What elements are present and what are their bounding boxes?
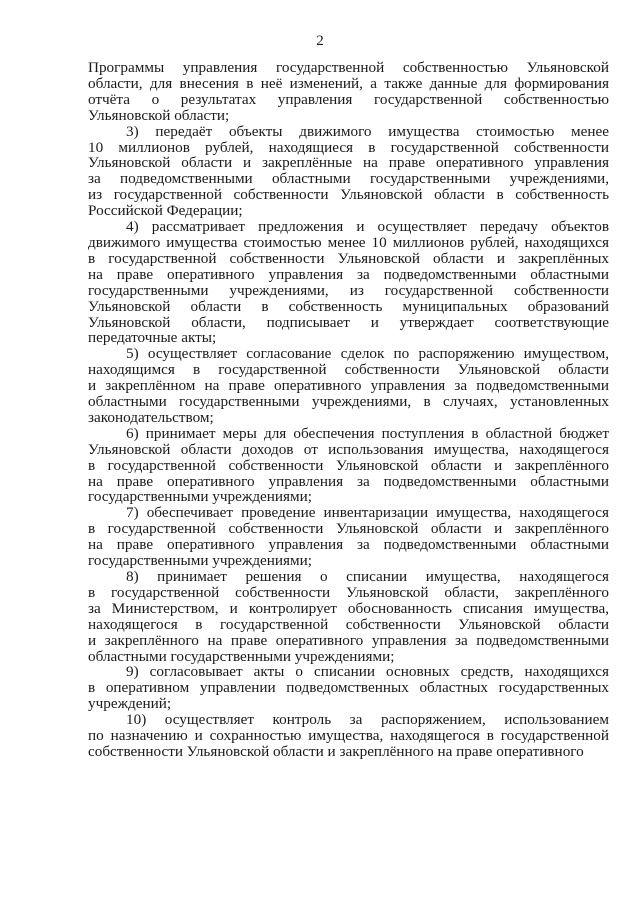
document-body xyxy=(88,60,609,760)
text-line: Ульяновской области доходов от использования имущества, находящегося xyxy=(88,440,609,458)
paragraph xyxy=(88,346,609,426)
text-line: в государственной собственности Ульяновской области и закреплённого xyxy=(88,456,609,474)
text-line: 8) принимает решения о списании имущества, находящегося xyxy=(126,568,609,585)
text-line: областными государственными учреждениями, в случаях, установленных xyxy=(88,393,609,411)
text-line: государственными учреждениями; xyxy=(88,488,312,506)
text-line: и закреплённом на праве оперативного управления за подведомственными xyxy=(88,377,609,395)
text-line: области, для внесения в неё изменений, а также данные для формирования xyxy=(88,74,609,92)
text-line: за подведомственными областными государственными учреждениями, xyxy=(88,170,609,188)
text-line: государственными учреждениями, из государственной собственности xyxy=(88,281,609,299)
text-line: на праве оперативного управления за подведомственными областными xyxy=(88,472,609,490)
paragraph xyxy=(88,505,609,569)
paragraph xyxy=(88,569,609,664)
text-line: в оперативном управлении подведомственных областных государственных xyxy=(88,679,609,697)
text-line: законодательством; xyxy=(88,408,214,426)
page-number: 2 xyxy=(316,33,324,49)
text-line: 7) обеспечивает проведение инвентаризации имущества, находящегося xyxy=(126,504,609,522)
text-line: в государственной собственности Ульяновской области и закреплённого xyxy=(88,520,609,538)
text-line: Ульяновской области и закреплённые на праве оперативного управления xyxy=(88,154,609,172)
paragraph xyxy=(88,124,609,219)
paragraph xyxy=(88,60,609,124)
text-line: за Министерством, и контролирует обоснованность списания имущества, xyxy=(88,599,609,617)
text-line: учреждений; xyxy=(88,695,172,713)
text-line: находящегося в государственной собственности Ульяновской области xyxy=(88,615,609,633)
text-line: движимого имущества стоимостью менее 10 миллионов рублей, находящихся xyxy=(88,233,609,251)
text-line: собственности Ульяновской области и закреплённого на праве оперативного xyxy=(88,742,584,760)
text-line: передаточные акты; xyxy=(88,329,217,347)
text-line: государственными учреждениями; xyxy=(88,552,312,570)
paragraph xyxy=(88,219,609,346)
text-line: находящимся в государственной собственности Ульяновской области xyxy=(88,361,609,379)
text-line: и закреплённого на праве оперативного управления за подведомственными xyxy=(88,631,609,649)
text-line: Российской Федерации; xyxy=(88,202,243,220)
text-line: Ульяновской области, подписывает и утверждает соответствующие xyxy=(88,313,609,331)
paragraph xyxy=(88,664,609,712)
text-line: отчёта о результатах управления государственной собственностью xyxy=(88,90,609,108)
text-line: из государственной собственности Ульяновской области в собственность xyxy=(88,186,609,204)
text-line: 6) принимает меры для обеспечения поступления в областной бюджет xyxy=(126,424,609,442)
text-line: по назначению и сохранностью имущества, находящегося в государственной xyxy=(88,727,609,745)
text-line: на праве оперативного управления за подведомственными областными xyxy=(88,536,609,554)
text-line: Программы управления государственной собственностью Ульяновской xyxy=(88,59,609,76)
text-line: на праве оперативного управления за подведомственными областными xyxy=(88,265,609,283)
paragraph xyxy=(88,712,609,760)
text-line: Ульяновской области в собственность муниципальных образований xyxy=(88,297,609,315)
text-line: в государственной собственности Ульяновской области, закреплённого xyxy=(88,583,609,601)
text-line: 5) осуществляет согласование сделок по распоряжению имуществом, xyxy=(126,345,609,363)
paragraph xyxy=(88,426,609,506)
text-line: Ульяновской области; xyxy=(88,106,230,124)
text-line: в государственной собственности Ульяновской области и закреплённых xyxy=(88,249,609,267)
text-line: областными государственными учреждениями; xyxy=(88,647,395,665)
text-line: 10 миллионов рублей, находящиеся в государственной собственности xyxy=(88,138,609,156)
text-line: 10) осуществляет контроль за распоряжением, использованием xyxy=(126,711,609,729)
text-line: 3) передаёт объекты движимого имущества стоимостью менее xyxy=(126,122,609,140)
text-line: 4) рассматривает предложения и осуществляет передачу объектов xyxy=(126,218,609,236)
text-line: 9) согласовывает акты о списании основных средств, находящихся xyxy=(126,663,609,681)
